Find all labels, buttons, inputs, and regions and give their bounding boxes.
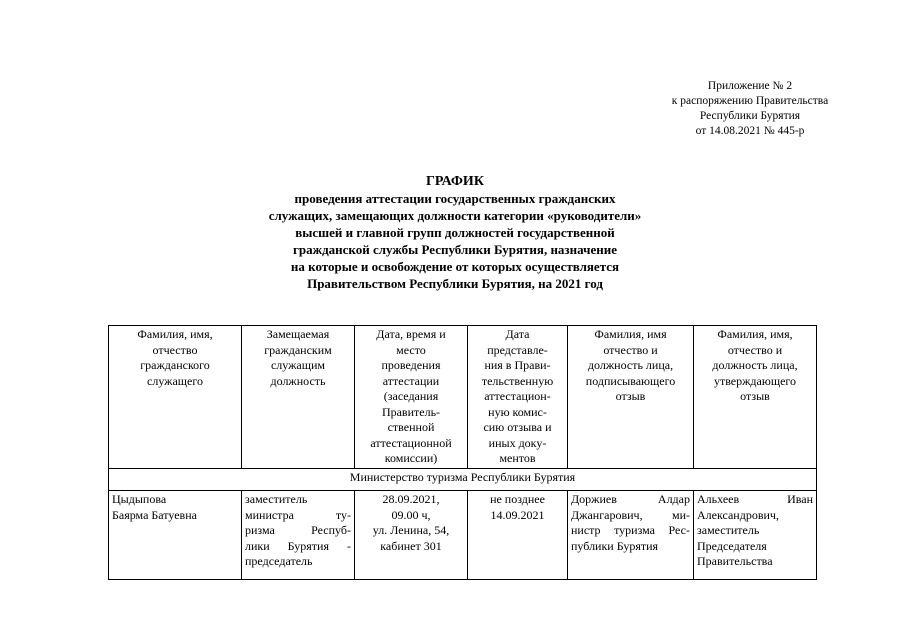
table-row (109, 491, 817, 580)
cell-signer: Доржиев Алдар Джангарович, ми- нистр туризма Рес- публики Бурятия (568, 491, 694, 580)
header-approver: Фамилия, имя, отчество и должность лица, утверждающего отзыв (694, 326, 817, 469)
title-heading: ГРАФИК (426, 174, 484, 189)
cell-submission-date: не позднее 14.09.2021 (468, 491, 568, 580)
header-signer: Фамилия, имя отчество и должность лица, подписывающего отзыв (568, 326, 694, 469)
appendix-line: Республики Бурятия (699, 110, 801, 122)
cell-date-place: 28.09.2021, 09.00 ч, ул. Ленина, 54, кабинет 301 (355, 491, 468, 580)
section-title: Министерство туризма Республики Бурятия (109, 469, 817, 491)
title-line: Правительством Республики Бурятия, на 2021 год (307, 276, 603, 291)
appendix-line: к распоряжению Правительства (671, 95, 829, 107)
cell-employee-name: Цыдыпова Баярма Батуевна (109, 491, 242, 580)
header-date-place: Дата, время и место проведения аттестации (заседания Правитель- ственной аттестационной комиссии) (355, 326, 468, 469)
title-line: высшей и главной групп должностей государственной (295, 225, 615, 240)
appendix-line: Приложение № 2 (707, 80, 793, 92)
cell-position: заместитель министра ту- ризма Респуб- лики Бурятия - председатель (242, 491, 355, 580)
document-title (230, 173, 680, 292)
header-position: Замещаемая гражданским служащим должность (242, 326, 355, 469)
title-line: проведения аттестации государственных гражданских (294, 191, 616, 206)
attestation-schedule-table (108, 325, 817, 580)
title-line: на которые и освобождение от которых осуществляется (290, 259, 620, 274)
appendix-note (640, 79, 860, 139)
header-submission-date: Дата представле- ния в Прави- тельственную аттестацион- ную комис- сию отзыва и иных доку- ментов (468, 326, 568, 469)
title-line: служащих, замещающих должности категории «руководители» (268, 208, 642, 223)
header-employee-name: Фамилия, имя, отчество гражданского служащего (109, 326, 242, 469)
table-header-row (109, 326, 817, 469)
title-line: гражданской службы Республики Бурятия, назначение (293, 242, 617, 257)
cell-approver: Альхеев Иван Александрович, заместитель Председателя Правительства (694, 491, 817, 580)
table-section-row (109, 469, 817, 491)
appendix-line: от 14.08.2021 № 445-р (695, 125, 805, 137)
